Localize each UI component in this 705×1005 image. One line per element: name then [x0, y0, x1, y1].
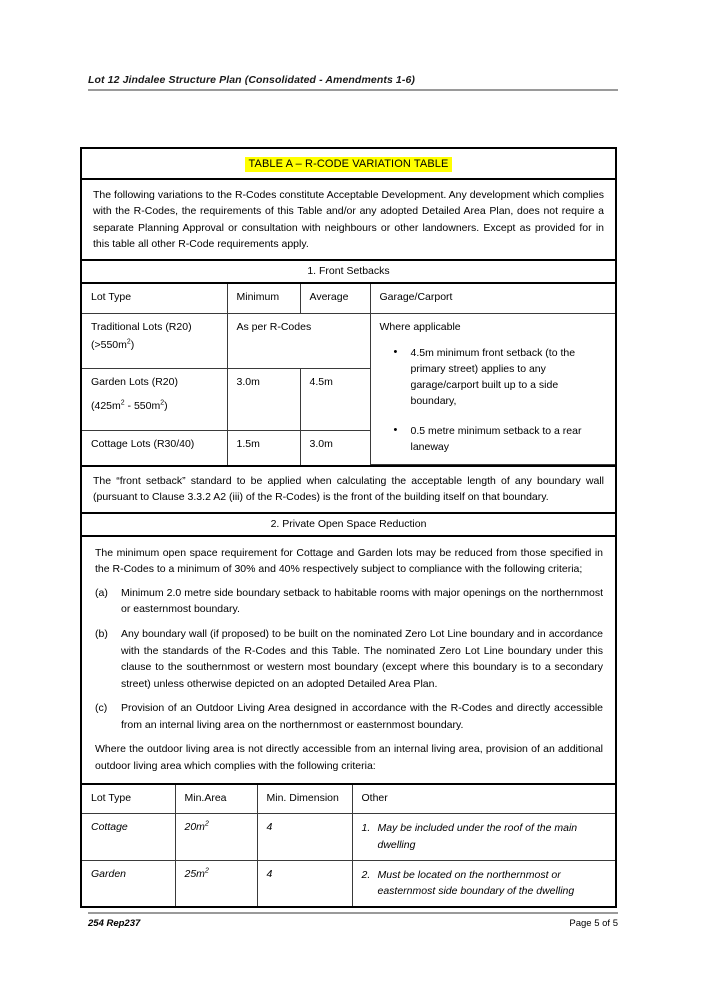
- bullet-text: 0.5 metre minimum setback to a rear laneway: [410, 424, 582, 453]
- cell-average-cottage: 3.0m: [300, 431, 370, 465]
- other-note-text: Must be located on the northernmost or easternmost side boundary of the dwelling: [377, 868, 575, 898]
- criteria-item-c: [95, 700, 603, 733]
- table-a-intro-band: [82, 180, 615, 261]
- section-2-heading: 2. Private Open Space Reduction: [270, 517, 427, 530]
- other-note-number: 1.: [361, 822, 371, 835]
- cell-garage-carport: [370, 313, 615, 464]
- column-header-lot-type: Lot Type: [82, 785, 175, 814]
- cell-lot-type-garden: Garden: [82, 860, 175, 906]
- criteria-text: Any boundary wall (if proposed) to be built on the nominated Zero Lot Line boundary and in accordance with the standards of the R-Codes and this Table. The nominated Zero Lot Line boundary under this clause to the southernmost or western most boundary (except where this boundary is to a secondary street) unless otherwise depicted on an adopted Detailed Area Plan.: [121, 628, 603, 690]
- cell-lot-type-cottage: Cottage: [82, 814, 175, 861]
- criteria-item-b: [95, 626, 603, 692]
- table-row: [82, 313, 615, 368]
- table-header-row: [82, 284, 615, 313]
- front-setback-note: The “front setback” standard to be applied when calculating the acceptable length of any boundary wall (pursuant to Clause 3.3.2 A2 (iii) of the R-Codes) is the front of the building itself on that boundary.: [93, 475, 604, 504]
- criteria-item-a: [95, 585, 603, 618]
- cell-min-dimension-garden: 4: [257, 860, 352, 906]
- cell-min-dimension-cottage: 4: [257, 814, 352, 861]
- lot-type-label: Traditional Lots (R20): [91, 320, 192, 333]
- page-footer: [88, 912, 618, 929]
- superscript-two: 2: [204, 867, 209, 875]
- criteria-marker: (b): [95, 628, 108, 640]
- column-header-average: Average: [300, 284, 370, 313]
- lot-type-area-note: [91, 338, 219, 354]
- criteria-text: Minimum 2.0 metre side boundary setback to habitable rooms with major openings on the northernmost or easternmost boundary.: [121, 586, 603, 616]
- column-header-min-area: Min.Area: [175, 785, 257, 814]
- table-a-intro-text: The following variations to the R-Codes constitute Acceptable Development. Any development which complies with the R-Codes, the requirements of this Table and/or any adopted Detailed Area Plan, does not require a separate Planning Approval or consultation with neighbours or other landowners. Except as provided for in this table all other R-Code requirements apply.: [93, 189, 604, 250]
- garage-carport-bullet-list: [380, 345, 608, 456]
- footer-row: [88, 918, 618, 929]
- cell-lot-type-garden: [82, 368, 227, 431]
- table-a-title-band: [82, 149, 615, 180]
- open-space-intro: The minimum open space requirement for Cottage and Garden lots may be reduced from those specified in the R-Codes to a minimum of 30% and 40% respectively subject to compliance with the following criteria;: [95, 546, 603, 576]
- min-area-value: 20m: [184, 821, 205, 834]
- bullet-text: 4.5m minimum front setback (to the primary street) applies to any garage/carport built up to a side boundary,: [410, 346, 576, 408]
- front-setback-note-band: [82, 467, 615, 514]
- open-space-closing: Where the outdoor living area is not directly accessible from an internal living area, provision of an additional outdoor living area which complies with the following criteria:: [95, 743, 603, 773]
- footer-document-reference: 254 Rep237: [88, 918, 141, 929]
- table-a-title: TABLE A – R-CODE VARIATION TABLE: [245, 157, 453, 172]
- cell-lot-type-traditional: [82, 313, 227, 368]
- bullet-icon: •: [393, 423, 398, 436]
- header-divider: [88, 89, 618, 91]
- cell-minimum-garden: 3.0m: [227, 368, 300, 431]
- cell-average-garden: 4.5m: [300, 368, 370, 431]
- area-note-suffix: ): [164, 400, 168, 413]
- table-row: [82, 860, 615, 906]
- open-space-table: [82, 785, 615, 907]
- area-note-prefix: (425m: [91, 400, 121, 413]
- footer-divider: [88, 912, 618, 914]
- area-note-mid: - 550m: [124, 400, 161, 413]
- cell-other-garden: [352, 860, 615, 906]
- area-note-prefix: (>550m: [91, 338, 127, 351]
- column-header-minimum: Minimum: [227, 284, 300, 313]
- cell-lot-type-cottage: Cottage Lots (R30/40): [82, 431, 227, 465]
- section-1-heading-band: [82, 261, 615, 284]
- superscript-two: 2: [126, 338, 131, 346]
- min-area-value: 25m: [184, 867, 205, 880]
- footer-page-number: Page 5 of 5: [569, 918, 618, 929]
- bullet-icon: •: [393, 345, 398, 358]
- list-item: [380, 345, 608, 410]
- column-header-garage-carport: Garage/Carport: [370, 284, 615, 313]
- list-item: [380, 423, 608, 456]
- other-note-text: May be included under the roof of the main dwelling: [377, 822, 578, 851]
- section-2-heading-band: [82, 514, 615, 537]
- superscript-two: 2: [204, 820, 209, 828]
- front-setbacks-table-band: [82, 284, 615, 467]
- criteria-marker: (c): [95, 702, 108, 715]
- cell-minimum-traditional: As per R-Codes: [227, 313, 370, 368]
- column-header-min-dimension: Min. Dimension: [257, 785, 352, 814]
- column-header-lot-type: Lot Type: [82, 284, 227, 313]
- open-space-body-band: [82, 537, 615, 785]
- table-a: [80, 147, 617, 908]
- table-row: [82, 814, 615, 861]
- running-header: [88, 74, 618, 91]
- garage-carport-lead: Where applicable: [379, 320, 461, 333]
- area-note-suffix: ): [130, 338, 135, 351]
- column-header-other: Other: [352, 785, 615, 814]
- front-setbacks-table: [82, 284, 615, 465]
- open-space-table-band: [82, 785, 615, 907]
- other-note: [362, 867, 608, 900]
- other-note: [362, 820, 608, 853]
- cell-other-cottage: [352, 814, 615, 861]
- cell-minimum-cottage: 1.5m: [227, 431, 300, 465]
- superscript-two: 2: [160, 399, 165, 407]
- running-header-title: Lot 12 Jindalee Structure Plan (Consolidated - Amendments 1-6): [88, 74, 416, 86]
- superscript-two: 2: [120, 399, 125, 407]
- cell-min-area-garden: [175, 860, 257, 906]
- cell-min-area-cottage: [175, 814, 257, 861]
- table-header-row: [82, 785, 615, 814]
- other-note-number: 2.: [361, 868, 371, 881]
- lot-type-label: Garden Lots (R20): [91, 375, 178, 388]
- lot-type-area-note: [91, 399, 219, 415]
- criteria-text: Provision of an Outdoor Living Area designed in accordance with the R-Codes and directly accessible from an internal living area on the northernmost or easternmost boundary.: [121, 702, 603, 731]
- section-1-heading: 1. Front Setbacks: [307, 265, 390, 278]
- criteria-marker: (a): [95, 586, 108, 599]
